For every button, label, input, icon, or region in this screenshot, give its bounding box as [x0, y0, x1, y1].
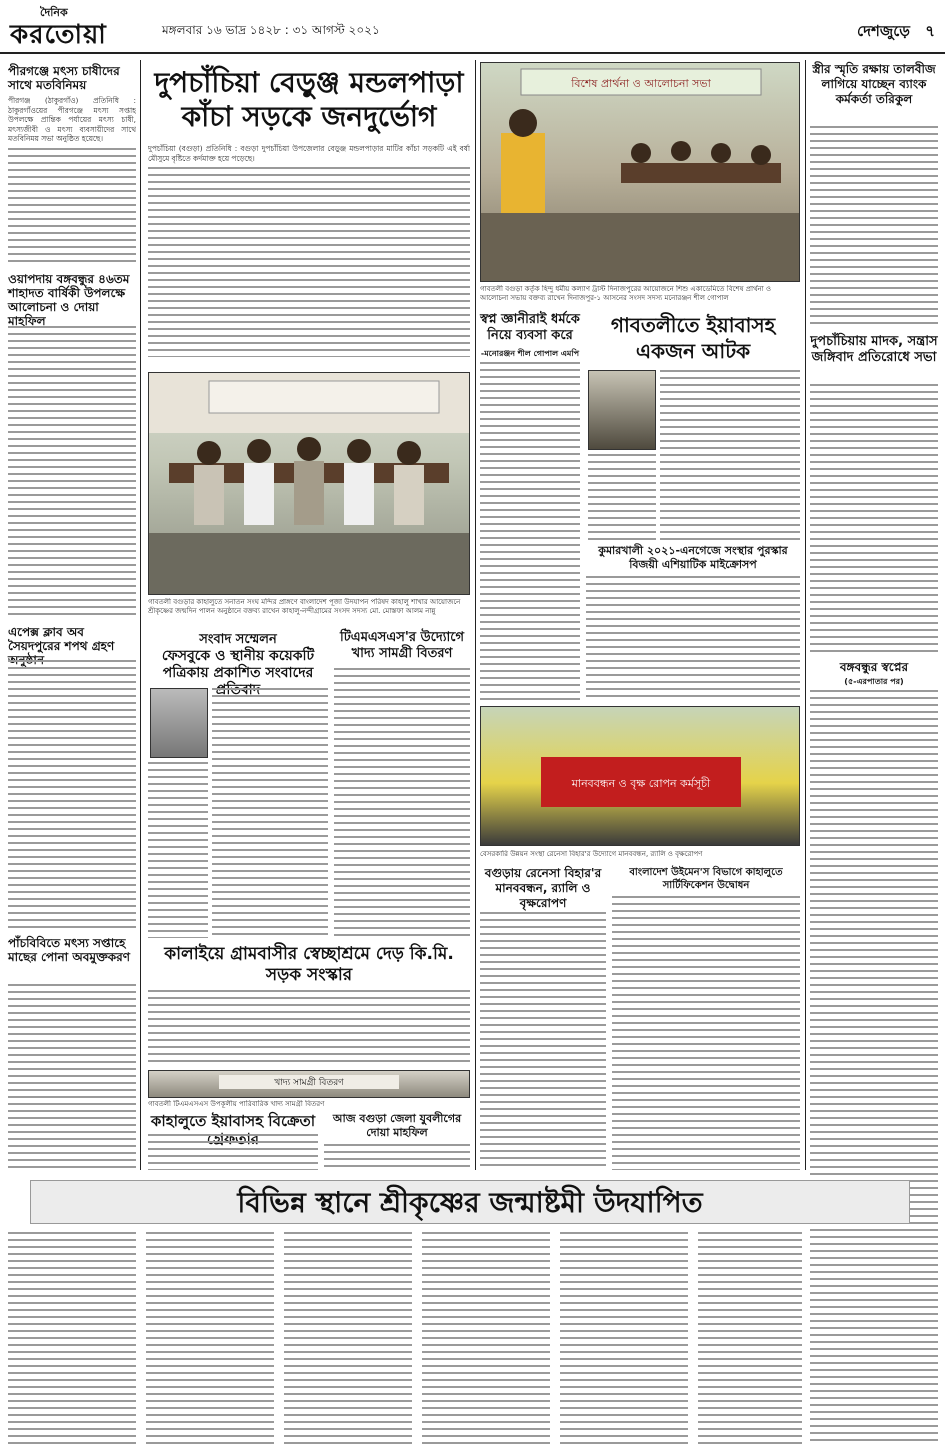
swapno-headline: স্বপ্ন জ্ঞানীরাই ধর্মকে নিয়ে ব্যবসা করে [480, 312, 580, 343]
kumarkhali-headline: কুমারখালী ২০২১-এনগেজে সংস্থার পুরস্কার বিজয়ী এশিয়াটিক মাইক্রোসপ [598, 544, 788, 571]
article-wapda-headline: ওয়াপদায় বঙ্গবন্ধুর ৪৬তম শাহাদত বার্ষিকী উপলক্ষে আলোচনা ও দোয়া মাহফিল [8, 272, 130, 328]
section-label [857, 20, 935, 45]
kumarkhali-body [586, 576, 800, 702]
food-photo-caption: গাবতলী টিএমএসএস উপকূলীয় পারিবারিক খাদ্য সামগ্রী বিতরণ [148, 1100, 325, 1108]
column-rule [475, 60, 476, 1170]
page-number: ৭ [925, 22, 935, 40]
main-headline: দুপচাঁচিয়া বেড়ুঞ্জ মন্ডলপাড়া কাঁচা সড়কে জনদুর্ভোগ [154, 66, 464, 133]
kalai-headline: কালাইয়ে গ্রামবাসীর স্বেচ্ছাশ্রমে দেড় কি.মি. সড়ক সংস্কার [164, 944, 454, 985]
masthead [0, 0, 945, 54]
bottom-column-6 [698, 1232, 802, 1444]
drug-headline: দুপচাঁচিয়ায় মাদক, সন্ত্রাস জঙ্গিবাদ প্রতিরোধে সভা [810, 334, 938, 365]
column-rule [140, 60, 141, 1170]
main-photo [148, 372, 470, 595]
press-subheadline: ফেসবুকে ও স্থানীয় কয়েকটি পত্রিকায় প্রকাশিত সংবাদের প্রতিবাদ [161, 648, 315, 698]
rally-banner-text: মানববন্ধন ও বৃক্ষ রোপন কর্মসূচী [571, 777, 711, 790]
section-name: দেশজুড়ে [857, 22, 910, 40]
janmashtami-banner: বিভিন্ন স্থানে শ্রীকৃষ্ণের জন্মাষ্টমী উদযাপিত [30, 1180, 910, 1224]
photo-illustration [481, 63, 800, 282]
bangabandhu-subheadline: (৫-এরপাতার পর) [844, 677, 904, 686]
rally-photo [480, 706, 800, 846]
top-right-photo [480, 62, 800, 282]
bangabandhu-headline: বঙ্গবন্ধুর স্বপ্নের [839, 660, 909, 674]
kahalu-body [148, 1134, 318, 1170]
tragic-headline: স্ত্রীর স্মৃতি রক্ষায় তালবীজ লাগিয়ে যাচ্ছেন ব্যাংক কর্মকর্তা তরিকুল [812, 62, 936, 106]
bangabandhu-body [810, 690, 938, 1442]
bottom-column-4 [422, 1232, 550, 1444]
rally-photo-caption: বেসরকারি উন্নয়ন সংস্থা রেনেসা বিহার'র উদ্যোগে মানববন্ধন, র‍্যালি ও বৃক্ষরোপণ [480, 850, 703, 858]
article-wapda-body [8, 326, 136, 616]
rally-body [480, 912, 606, 1170]
bottom-column-3 [284, 1232, 412, 1444]
bottom-column-2 [146, 1232, 274, 1444]
swapno-subheadline: -মনোরঞ্জন শীল গোপাল এমপি [480, 349, 580, 358]
drug-body [810, 384, 938, 654]
article-pirganj-body [8, 96, 136, 266]
wifi-headline: বাংলাদেশ উইমেন'স বিভাগে কাহালুতে সার্টিফিকেশন উদ্বোধন [629, 867, 783, 891]
dua-headline: আজ বগুড়া জেলা যুবলীগের দোয়া মাহফিল [332, 1112, 462, 1139]
main-photo-caption: গাবতলী বগুড়ার কাহালুতে সনাতন সংঘ মন্দির প্রাঙ্গণে বাংলাদেশ পূজা উদযাপন পরিষদ কাহালু শাখার আয়োজনে শ্রীকৃষ্ণের জন্মদিন পালন অনুষ্ঠানে বক্তব্য রাখেন কাহালু-নন্দীগ্রামের সংসদ সদস্য মো. মোস্তফা আলম নান্নু [148, 598, 461, 615]
food-banner: খাদ্য সামগ্রী বিতরণ [219, 1075, 399, 1089]
kahalu-headline: কাহালুতে ইয়াবাসহ বিক্রেতা গ্রেফতার [150, 1112, 316, 1148]
photo-illustration [149, 373, 470, 595]
logo-title: করতোয়া [10, 20, 107, 50]
food-body [334, 668, 470, 938]
tragic-body [810, 126, 938, 326]
stage-banner-text: বিশেষ প্রার্থনা ও আলোচনা সভা [571, 77, 711, 90]
dateline: মঙ্গলবার ১৬ ভাদ্র ১৪২৮ : ৩১ আগস্ট ২০২১ [162, 23, 380, 37]
photo-illustration [481, 707, 800, 846]
gabtoli-body [660, 370, 800, 540]
column-rule [805, 60, 806, 1170]
food-photo [148, 1070, 470, 1098]
press-person-photo [150, 688, 208, 758]
article-apex-body [8, 660, 136, 930]
wifi-body [612, 896, 800, 1170]
gabtoli-body-col [588, 454, 656, 540]
press-body [212, 688, 328, 938]
article-pirganj-headline: পীরগঞ্জে মৎস্য চাষীদের সাথে মতবিনিময় [8, 64, 120, 92]
rally-headline: বগুড়ায় রেনেসা বিহার'র মানববন্ধন, র‍্যালি ও বৃক্ষরোপণ [484, 866, 602, 910]
text-filler [148, 167, 470, 357]
article-panchbibi-body [8, 984, 136, 1169]
bottom-column-5 [560, 1232, 688, 1444]
article-apex-headline: এপেক্স ক্লাব অব সৈয়দপুরের শপথ গ্রহণ অনুষ্ঠান [8, 625, 115, 667]
press-body-col [148, 762, 208, 938]
main-body-text: দুপচাঁচিয়া (বগুড়া) প্রতিনিধি : বগুড়া দুপচাঁচিয়া উপজেলার বেড়ুঞ্জ মন্ডলপাড়ার মাটির কাঁচা সড়কটি এই বর্ষা মৌসুমে বৃষ্টিতে কর্দমাক্ত হয়ে পড়েছে। [148, 144, 470, 163]
accused-photo [588, 370, 656, 450]
press-headline: সংবাদ সম্মেলন [199, 632, 277, 647]
newspaper-logo [6, 4, 156, 48]
top-right-caption: গাবতলী বগুড়া কর্তৃক হিন্দু ধর্মীয় কল্যাণ ট্রাস্ট দিনাজপুরের আয়োজনে শিশু একাডেমিতে বিশেষ প্রার্থনা ও আলোচনা সভায় বক্তব্য রাখেন দিনাজপুর-১ আসনের সংসদ সদস্য মনোরঞ্জন শীল গোপাল [480, 285, 772, 302]
text-filler [8, 148, 136, 266]
bottom-column-1 [8, 1232, 136, 1444]
article-panchbibi-headline: পাঁচবিবিতে মৎস্য সপ্তাহে মাছের পোনা অবমুক্তকরণ [8, 936, 130, 964]
article-pirganj-text: পীরগঞ্জ (ঠাকুরগাঁও) প্রতিনিধি : ঠাকুরগাঁওয়ের পীরগঞ্জে মৎস্য সপ্তাহ উপলক্ষে প্রান্তিক পর্যায়ের মৎস্য চাষী, মৎস্যজীবী ও মৎস্য ব্যবসায়ীদের সাথে মতবিনিময় সভা অনুষ্ঠিত হয়েছে। [8, 96, 136, 144]
kalai-body [148, 990, 470, 1065]
food-headline: টিএমএসএস'র উদ্যোগে খাদ্য সামগ্রী বিতরণ [340, 630, 464, 661]
logo-prefix: দৈনিক [40, 6, 68, 19]
main-body [148, 144, 470, 369]
dua-body [324, 1144, 470, 1170]
gabtoli-headline: গাবতলীতে ইয়াবাসহ একজন আটক [610, 313, 776, 363]
swapno-body [480, 362, 580, 702]
